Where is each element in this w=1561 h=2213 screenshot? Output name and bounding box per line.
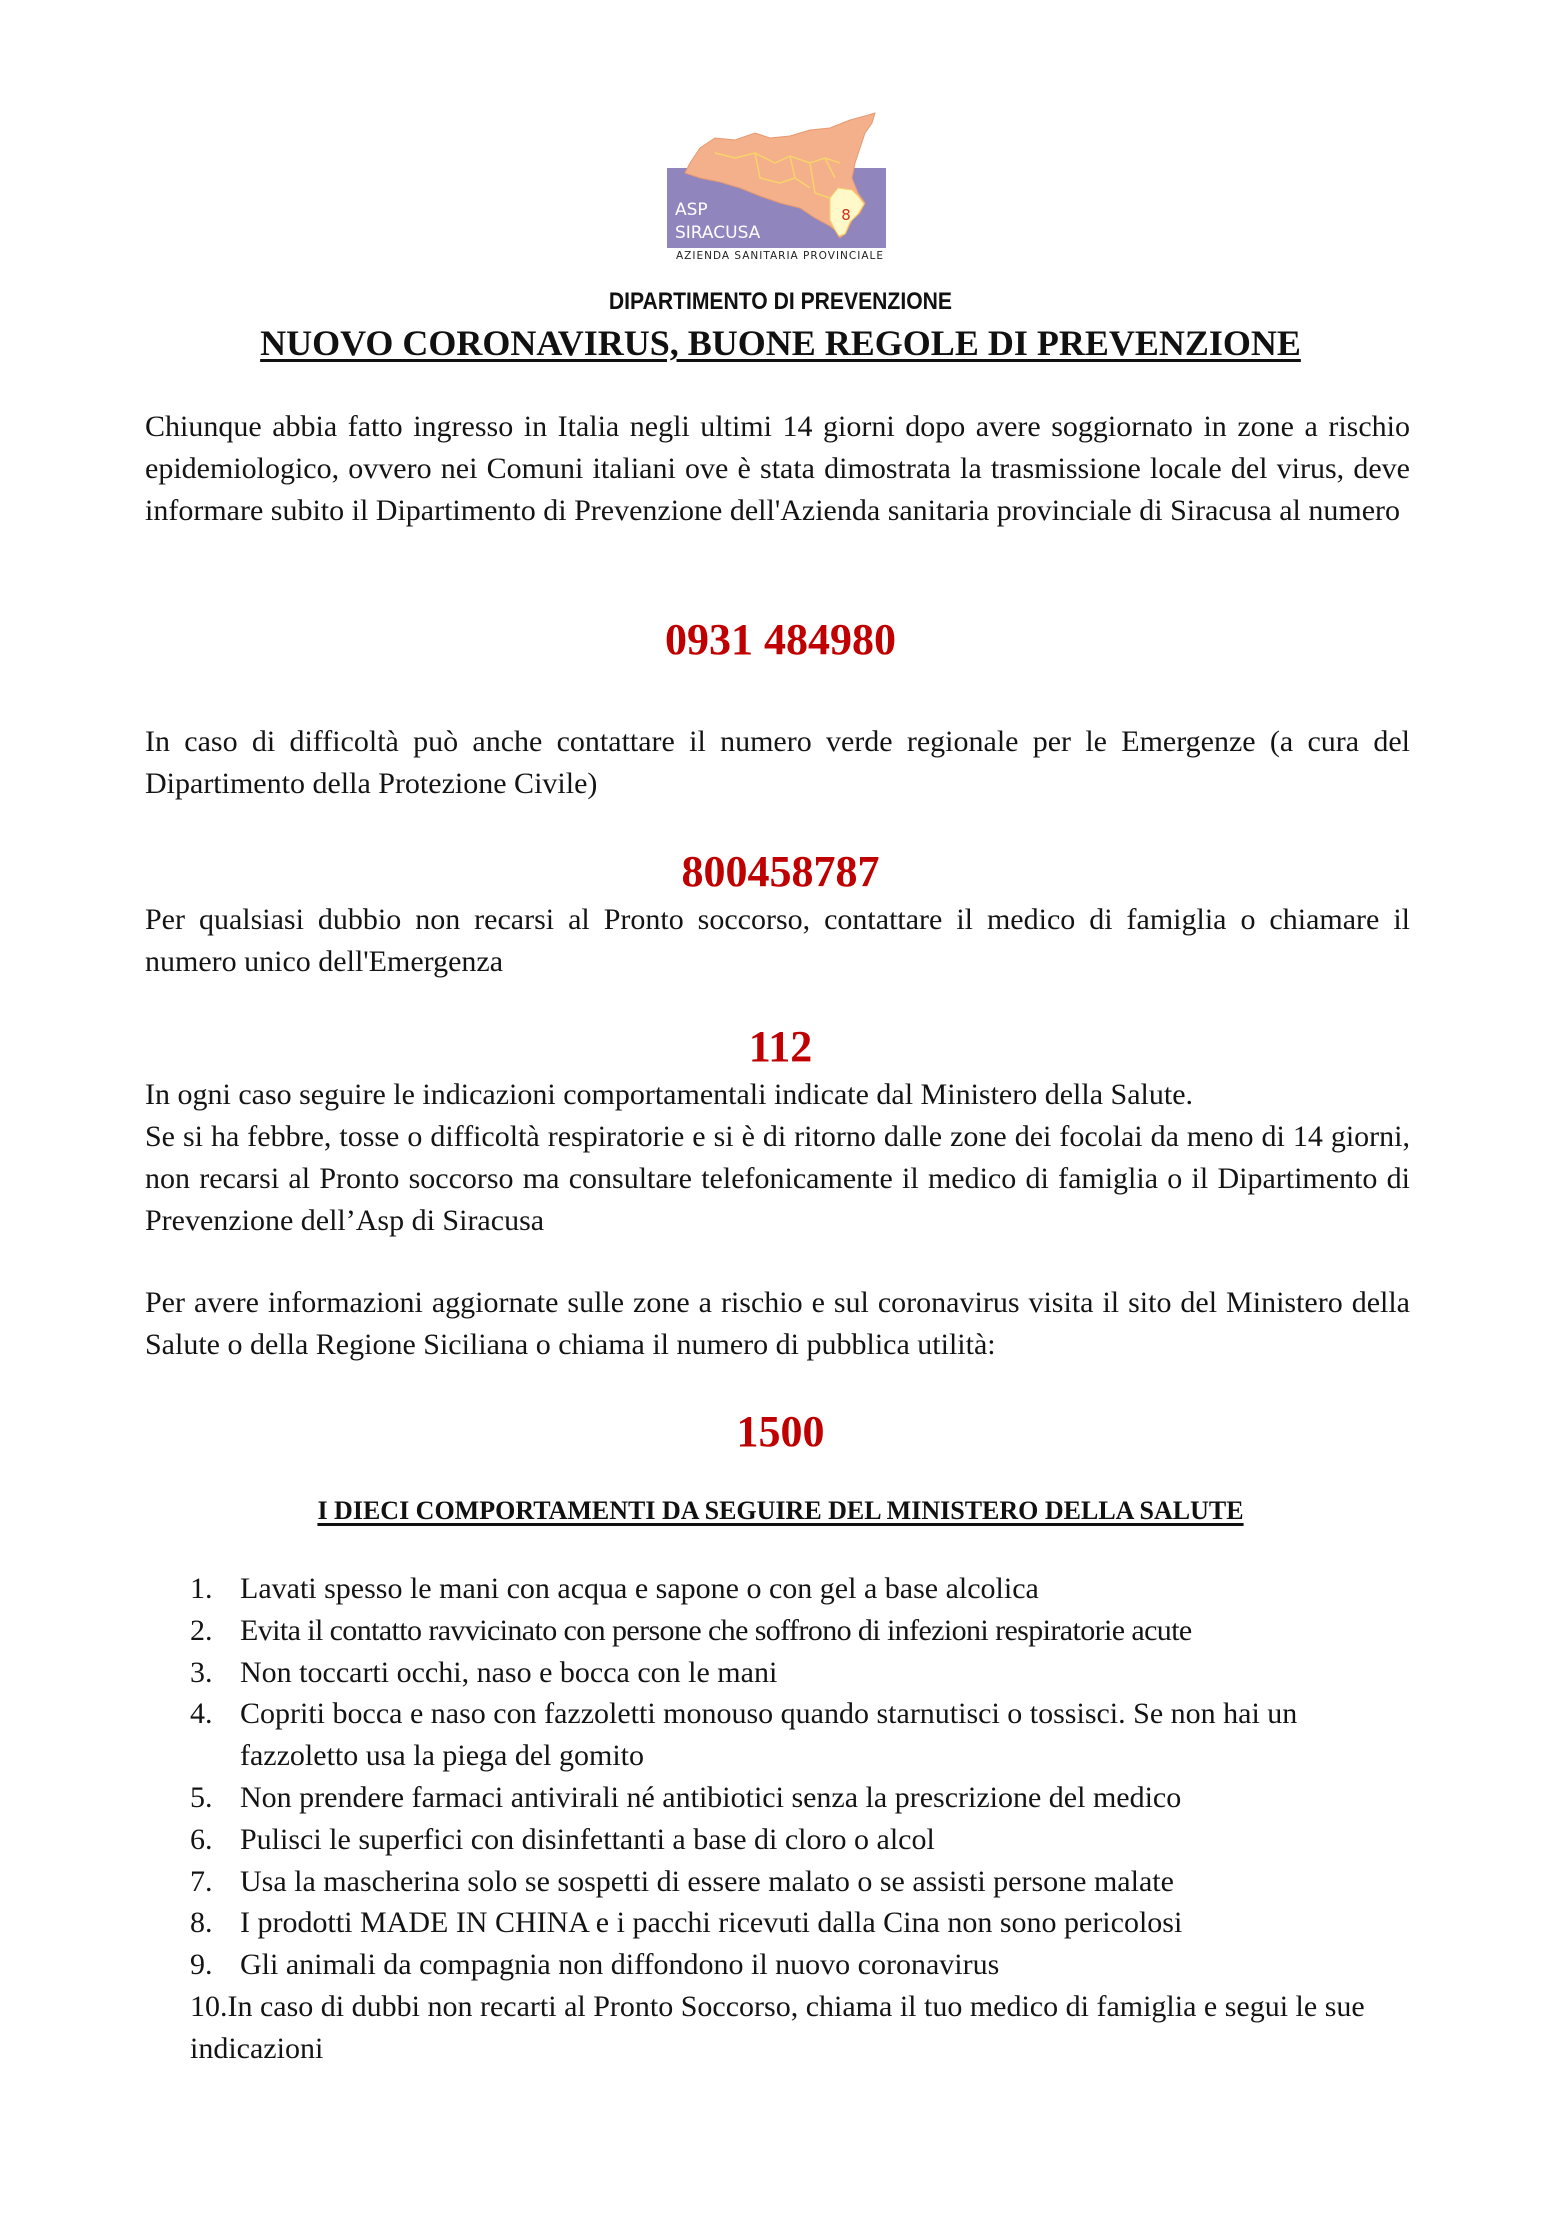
paragraph-symptoms-advice: Se si ha febbre, tosse o difficoltà respiratorie e si è di ritorno dalle zone dei focolai da meno di 14 giorni, non recarsi al Pronto soccorso ma consultare telefonicamente il medico di famiglia o il Dipartimento di Prevenzione dell’Asp di Siracusa	[145, 1120, 1410, 1237]
list-item: 5. Non prendere farmaci antivirali né antibiotici senza la prescrizione del medico	[190, 1780, 1182, 1814]
rules-section-title: I DIECI COMPORTAMENTI DA SEGUIRE DEL MINISTERO DELLA SALUTE	[317, 1496, 1244, 1525]
list-item: 1. Lavati spesso le mani con acqua e sapone o con gel a base alcolica	[190, 1572, 1039, 1605]
paragraph-ministry-line: In ogni caso seguire le indicazioni comportamentali indicate dal Ministero della Salute.	[145, 1078, 1194, 1111]
list-item: 2. Evita il contatto ravvicinato con persone che soffrono di infezioni respiratorie acute	[190, 1613, 1192, 1647]
paragraph-regional-emergency: In caso di difficoltà può anche contattare il numero verde regionale per le Emergenze (a cura del Dipartimento della Protezione Civile)	[145, 725, 1410, 800]
logo-subtitle: AZIENDA SANITARIA PROVINCIALE	[675, 250, 884, 262]
svg-text:SIRACUSA: SIRACUSA	[675, 223, 761, 243]
paragraph-emergency-doubts: Per qualsiasi dubbio non recarsi al Pronto soccorso, contattare il medico di famiglia o chiamare il numero unico dell'Emergenza	[145, 903, 1410, 978]
list-item: 3. Non toccarti occhi, naso e bocca con le mani	[190, 1655, 778, 1689]
svg-text:8: 8	[841, 206, 851, 224]
asp-siracusa-logo	[660, 108, 900, 270]
list-item: 8. I prodotti MADE IN CHINA e i pacchi ricevuti dalla Cina non sono pericolosi	[190, 1906, 1183, 1940]
sicily-map-icon	[660, 108, 900, 250]
list-item: 7. Usa la mascherina solo se sospetti di essere malato o se assisti persone malate	[190, 1864, 1174, 1898]
rules-list	[190, 1568, 1420, 2070]
list-item: 6. Pulisci le superfici con disinfettanti a base di cloro o alcol	[190, 1822, 935, 1856]
list-item: 4. Copriti bocca e naso con fazzoletti monouso quando starnutisci o tossisci. Se non hai un fazzoletto usa la piega del gomito	[190, 1697, 1298, 1773]
svg-text:ASP: ASP	[675, 200, 708, 220]
phone-number-1500: 1500	[736, 1407, 825, 1456]
paragraph-info-updates: Per avere informazioni aggiornate sulle zone a rischio e sul coronavirus visita il sito del Ministero della Salute o della Regione Siciliana o chiama il numero di pubblica utilità:	[145, 1286, 1410, 1361]
phone-number-prevention-dept: 0931 484980	[665, 615, 896, 664]
list-item: 9. Gli animali da compagnia non diffondono il nuovo coronavirus	[190, 1948, 1000, 1982]
department-heading: DIPARTIMENTO DI PREVENZIONE	[608, 288, 952, 315]
phone-number-green-line: 800458787	[681, 847, 880, 896]
phone-number-112: 112	[748, 1022, 813, 1071]
list-item: 10.In caso di dubbi non recarti al Pronto Soccorso, chiama il tuo medico di famiglia e segui le sue indicazioni	[190, 1989, 1365, 2065]
paragraph-entry-notice: Chiunque abbia fatto ingresso in Italia negli ultimi 14 giorni dopo avere soggiornato in zone a rischio epidemiologico, ovvero nei Comuni italiani ove è stata dimostrata la trasmissione locale del virus, deve informare subito il Dipartimento di Prevenzione dell'Azienda sanitaria provinciale di Siracusa al numero	[145, 410, 1410, 527]
page-title: NUOVO CORONAVIRUS, BUONE REGOLE DI PREVENZIONE	[260, 323, 1301, 363]
